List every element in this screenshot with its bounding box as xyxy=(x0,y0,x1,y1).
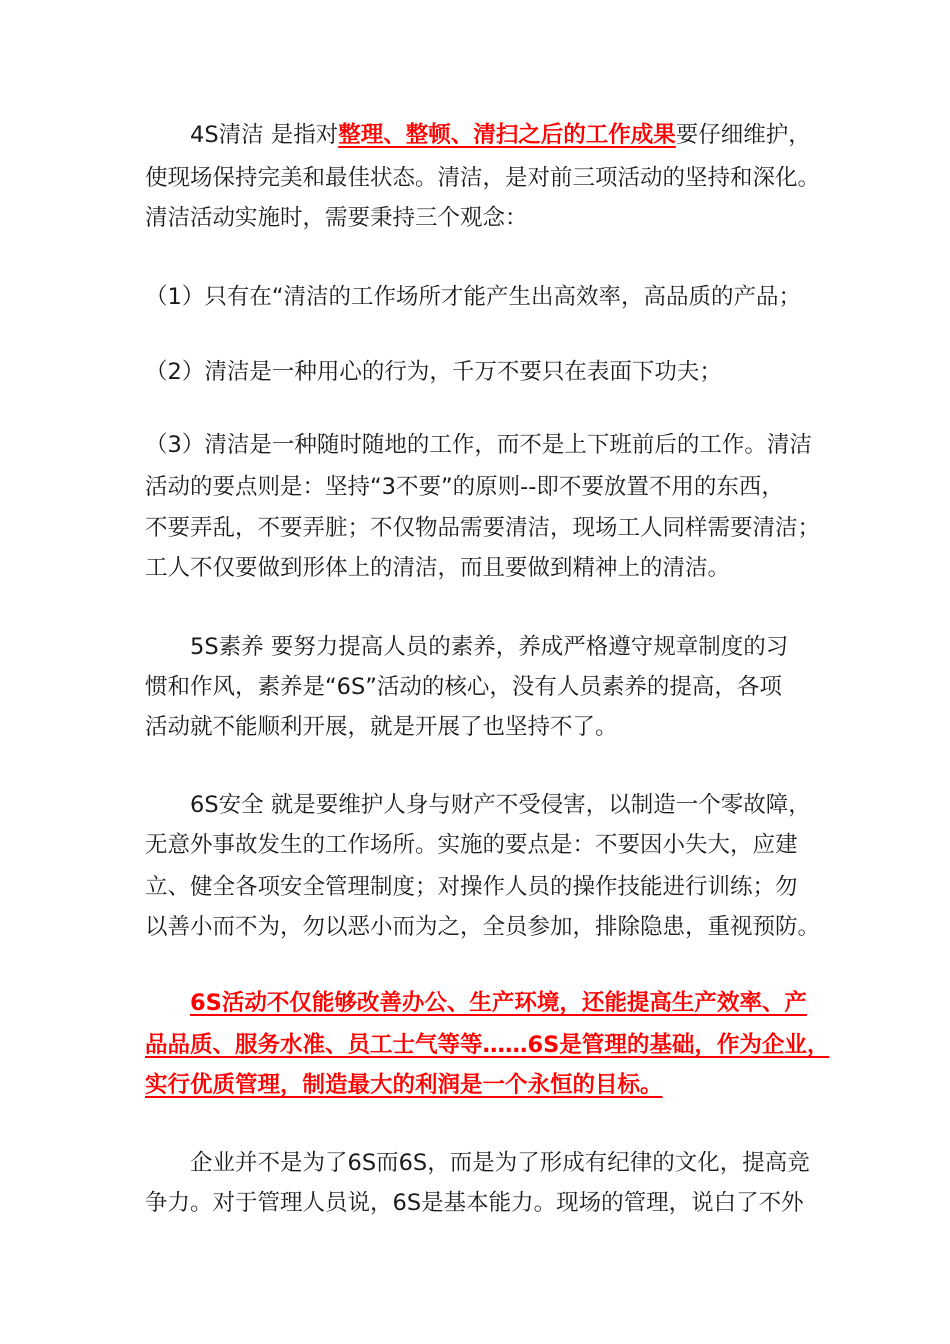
p4s-line-1 xyxy=(190,120,811,150)
item-3-line-2: 活动的要点则是：坚持“3不要”的原则--即不要放置不用的东西， xyxy=(145,474,784,500)
highlight-line-2: 品品质、服务水准、员工士气等等……6S是管理的基础，作为企业， xyxy=(145,1032,830,1058)
p4s-line-3: 清洁活动实施时，需要秉持三个观念： xyxy=(145,205,528,231)
item-1: （1）只有在“清洁的工作场所才能产生出高效率，高品质的产品； xyxy=(145,284,801,310)
p5s-line-3: 活动就不能顺利开展，就是开展了也坚持不了。 xyxy=(145,714,618,740)
item-3-line-3: 不要弄乱，不要弄脏；不仅物品需要清洁，现场工人同样需要清洁； xyxy=(145,515,821,541)
last-line-1: 企业并不是为了6S而6S，而是为了形成有纪律的文化，提高竞 xyxy=(190,1150,810,1176)
p6s-line-2: 无意外事故发生的工作场所。实施的要点是：不要因小失大，应建 xyxy=(145,832,798,858)
highlight-line-3: 实行优质管理，制造最大的利润是一个永恒的目标。 xyxy=(145,1072,663,1098)
highlight-line-1: 6S活动不仅能够改善办公、生产环境，还能提高生产效率、产 xyxy=(190,990,807,1016)
last-line-2: 争力。对于管理人员说，6S是基本能力。现场的管理，说白了不外 xyxy=(145,1190,804,1216)
item-3-line-1: （3）清洁是一种随时随地的工作，而不是上下班前后的工作。清洁 xyxy=(145,432,812,458)
p6s-line-1: 6S安全 就是要维护人身与财产不受侵害，以制造一个零故障， xyxy=(190,792,811,818)
item-2: （2）清洁是一种用心的行为，千万不要只在表面下功夫； xyxy=(145,359,722,385)
p4s-tail: 要仔细维护， xyxy=(675,122,811,148)
item-3-line-4: 工人不仅要做到形体上的清洁，而且要做到精神上的清洁。 xyxy=(145,555,731,581)
p5s-line-2: 惯和作风，素养是“6S”活动的核心，没有人员素养的提高，各项 xyxy=(145,674,782,700)
p4s-line-2: 使现场保持完美和最佳状态。清洁，是对前三项活动的坚持和深化。 xyxy=(145,165,821,191)
p4s-lead: 4S清洁 是指对 xyxy=(190,122,339,148)
p6s-line-3: 立、健全各项安全管理制度；对操作人员的操作技能进行训练；勿 xyxy=(145,874,798,900)
p4s-emphasis: 整理、整顿、清扫之后的工作成果 xyxy=(338,122,676,148)
p5s-line-1: 5S素养 要努力提高人员的素养，养成严格遵守规章制度的习 xyxy=(190,634,789,660)
p6s-line-4: 以善小而不为，勿以恶小而为之，全员参加，排除隐患，重视预防。 xyxy=(145,914,821,940)
